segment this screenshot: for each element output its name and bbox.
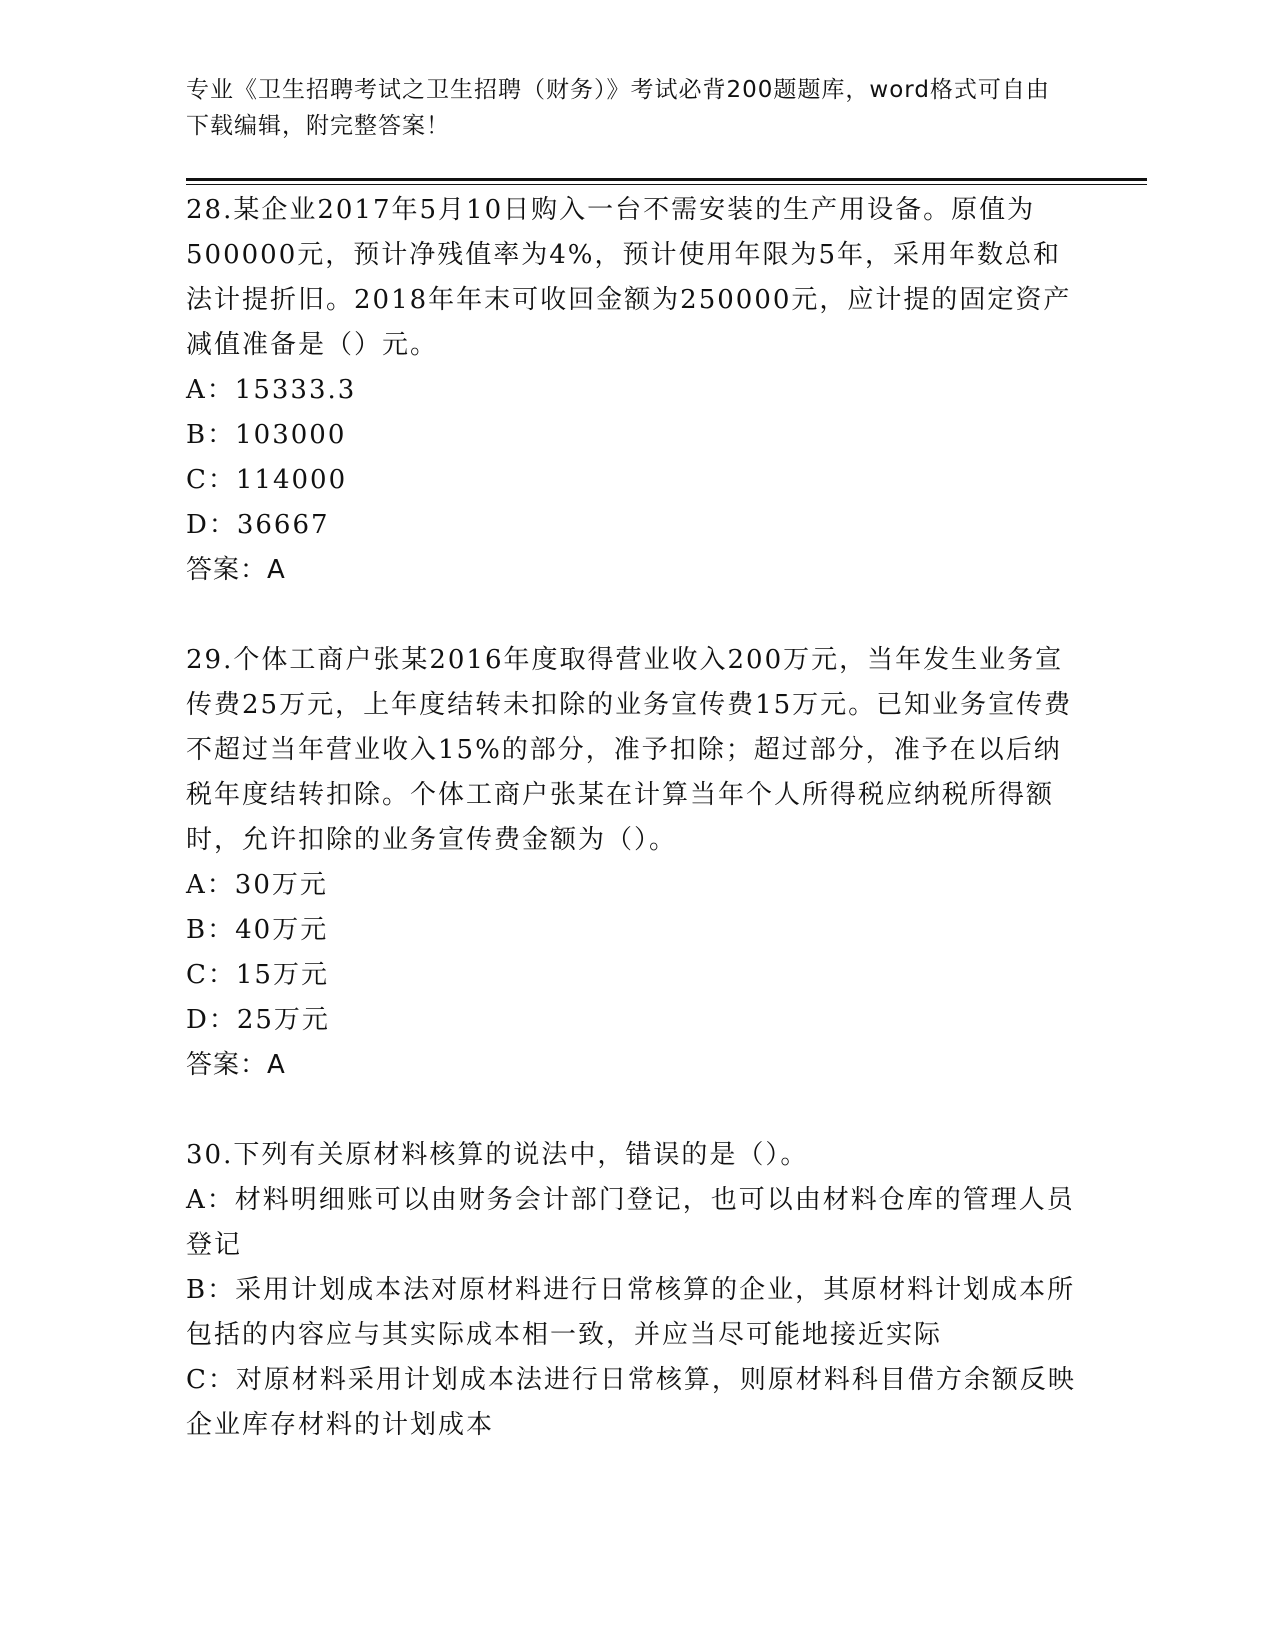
option-d: D：25万元: [186, 1005, 330, 1035]
question-stem: 28.某企业2017年5月10日购入一台不需安装的生产用设备。原值为500000元，预计净残值率为4%，预计使用年限为5年，采用年数总和法计提折旧。2018年年末可收回金额为250000元，应计提的固定资产减值准备是（）元。: [186, 195, 1072, 360]
option-b: B：采用计划成本法对原材料进行日常核算的企业，其原材料计划成本所包括的内容应与其实际成本相一致，并应当尽可能地接近实际: [186, 1275, 1076, 1350]
document-header: 专业《卫生招聘考试之卫生招聘（财务）》考试必背200题题库，word格式可自由下载编辑，附完整答案！: [186, 77, 1050, 139]
option-a: A：15333.3: [186, 375, 357, 405]
option-b: B：103000: [186, 420, 347, 450]
option-a: A：材料明细账可以由财务会计部门登记，也可以由材料仓库的管理人员登记: [186, 1185, 1075, 1260]
question-stem: 30.下列有关原材料核算的说法中，错误的是（）。: [186, 1140, 809, 1170]
question-30: [186, 1133, 1086, 1448]
option-d: D：36667: [186, 510, 330, 540]
header-rule-thick: [186, 178, 1147, 181]
answer-line: 答案：A: [186, 1050, 286, 1080]
option-c: C：15万元: [186, 960, 329, 990]
header-rule-thin: [186, 184, 1147, 185]
question-stem: 29.个体工商户张某2016年度取得营业收入200万元，当年发生业务宣传费25万元，上年度结转未扣除的业务宣传费15万元。已知业务宣传费不超过当年营业收入15%的部分，准予扣除；超过部分，准予在以后纳税年度结转扣除。个体工商户张某在计算当年个人所得税应纳税所得额时，允许扣除的业务宣传费金额为（）。: [186, 645, 1073, 855]
question-spacer: [186, 1088, 1086, 1133]
question-list: [186, 188, 1086, 1448]
option-a: A：30万元: [186, 870, 328, 900]
answer-line: 答案：A: [186, 555, 286, 585]
question-28: [186, 188, 1086, 593]
question-spacer: [186, 593, 1086, 638]
option-c: C：114000: [186, 465, 348, 495]
option-c: C：对原材料采用计划成本法进行日常核算，则原材料科目借方余额反映企业库存材料的计划成本: [186, 1365, 1076, 1440]
question-29: [186, 638, 1086, 1088]
option-b: B：40万元: [186, 915, 329, 945]
